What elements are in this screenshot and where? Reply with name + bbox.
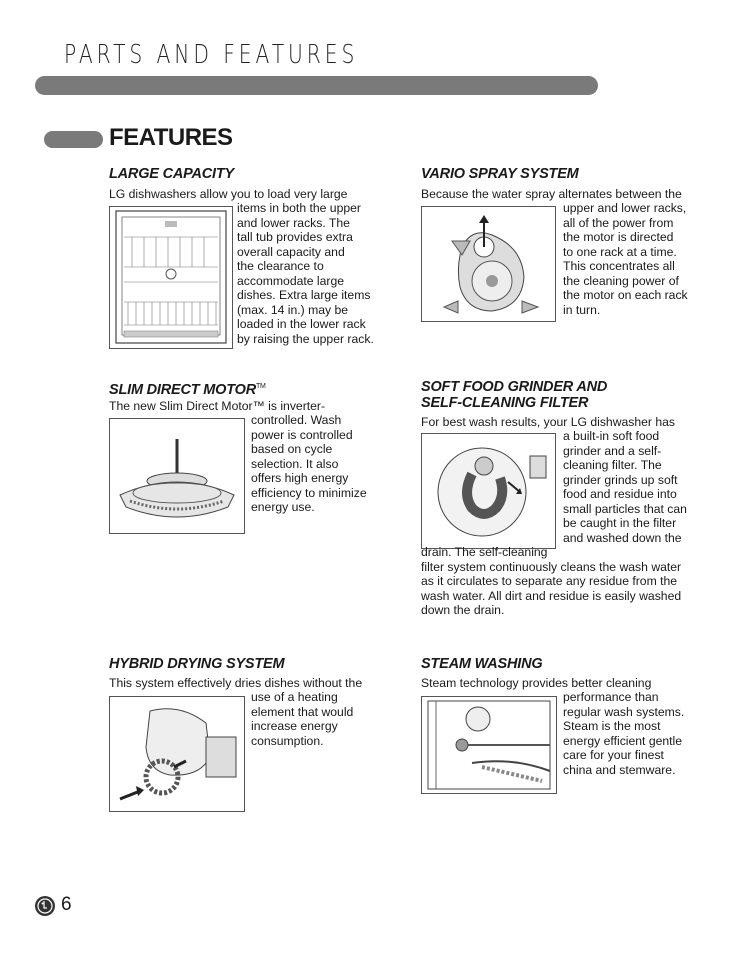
features-pill-marker [44, 131, 103, 148]
slim-motor-image [109, 418, 245, 534]
vario-spray-image [421, 206, 556, 322]
vario-spray-intro: Because the water spray alternates between the [421, 187, 682, 201]
steam-washing-intro: Steam technology provides better cleaning [421, 676, 652, 690]
soft-food-grinder-image [421, 433, 556, 549]
grinder-filter-illustration [422, 434, 555, 548]
header-divider-bar [35, 76, 598, 95]
soft-food-tail: drain. The self-cleaning filter system continuously cleans the wash water as it circulates to separate any residue from the wash water. All dirt and residue is easily washed down the drain. [421, 545, 682, 617]
hybrid-drying-intro: This system effectively dries dishes without the [109, 676, 363, 690]
hybrid-drying-body: use of a heating element that would increase energy consumption. [251, 690, 354, 748]
steam-washing-body: performance than regular wash systems. Steam is the most energy efficient gentle care for your finest china and stemware. [563, 690, 685, 777]
soft-food-intro: For best wash results, your LG dishwasher has [421, 415, 676, 429]
steam-nozzle-illustration [422, 697, 556, 793]
vario-spray-title: VARIO SPRAY SYSTEM [421, 166, 579, 182]
dishwasher-interior-image [109, 206, 233, 349]
vario-spray-body: upper and lower racks, all of the power from the motor is directed to one rack at a time. This concentrates all the cleaning power of the motor on each rack in turn. [563, 201, 688, 317]
page-header-title: PARTS AND FEATURES [64, 40, 359, 70]
slim-motor-intro: The new Slim Direct Motor™ is inverter- [109, 399, 326, 413]
slim-motor-title [109, 379, 266, 398]
steam-washing-image [421, 696, 557, 794]
hybrid-drying-title: HYBRID DRYING SYSTEM [109, 656, 285, 672]
features-heading: FEATURES [109, 124, 233, 151]
hybrid-drying-image [109, 696, 245, 812]
large-capacity-body: items in both the upper and lower racks. The tall tub provides extra overall capacity and the clearance to accommodate large dishes. Extra large items (max. 14 in.) may be loaded in the lower rack by raising the upper rack. [237, 201, 374, 346]
soft-food-title-line2: SELF-CLEANING FILTER [421, 395, 589, 411]
slim-motor-title-text: SLIM DIRECT MOTOR [109, 381, 256, 398]
spray-valve-illustration [422, 207, 555, 321]
lg-logo-icon [35, 896, 55, 916]
soft-food-body: a built-in soft food grinder and a self- cleaning filter. The grinder grinds up soft food and residue into small particles that can be caught in the filter and washed down the [563, 429, 687, 545]
soft-food-title-line1: SOFT FOOD GRINDER AND [421, 379, 608, 395]
soft-food-title [421, 379, 607, 411]
dishwasher-racks-illustration [110, 207, 232, 348]
steam-washing-title: STEAM WASHING [421, 656, 543, 672]
large-capacity-intro: LG dishwashers allow you to load very large [109, 187, 348, 201]
page-number: 6 [61, 894, 72, 915]
drying-fan-illustration [110, 697, 244, 811]
motor-illustration [110, 419, 244, 533]
slim-motor-trademark: TM [255, 383, 266, 390]
slim-motor-body: controlled. Wash power is controlled based on cycle selection. It also offers high energy efficiency to minimize energy use. [251, 413, 367, 514]
large-capacity-title: LARGE CAPACITY [109, 166, 235, 182]
